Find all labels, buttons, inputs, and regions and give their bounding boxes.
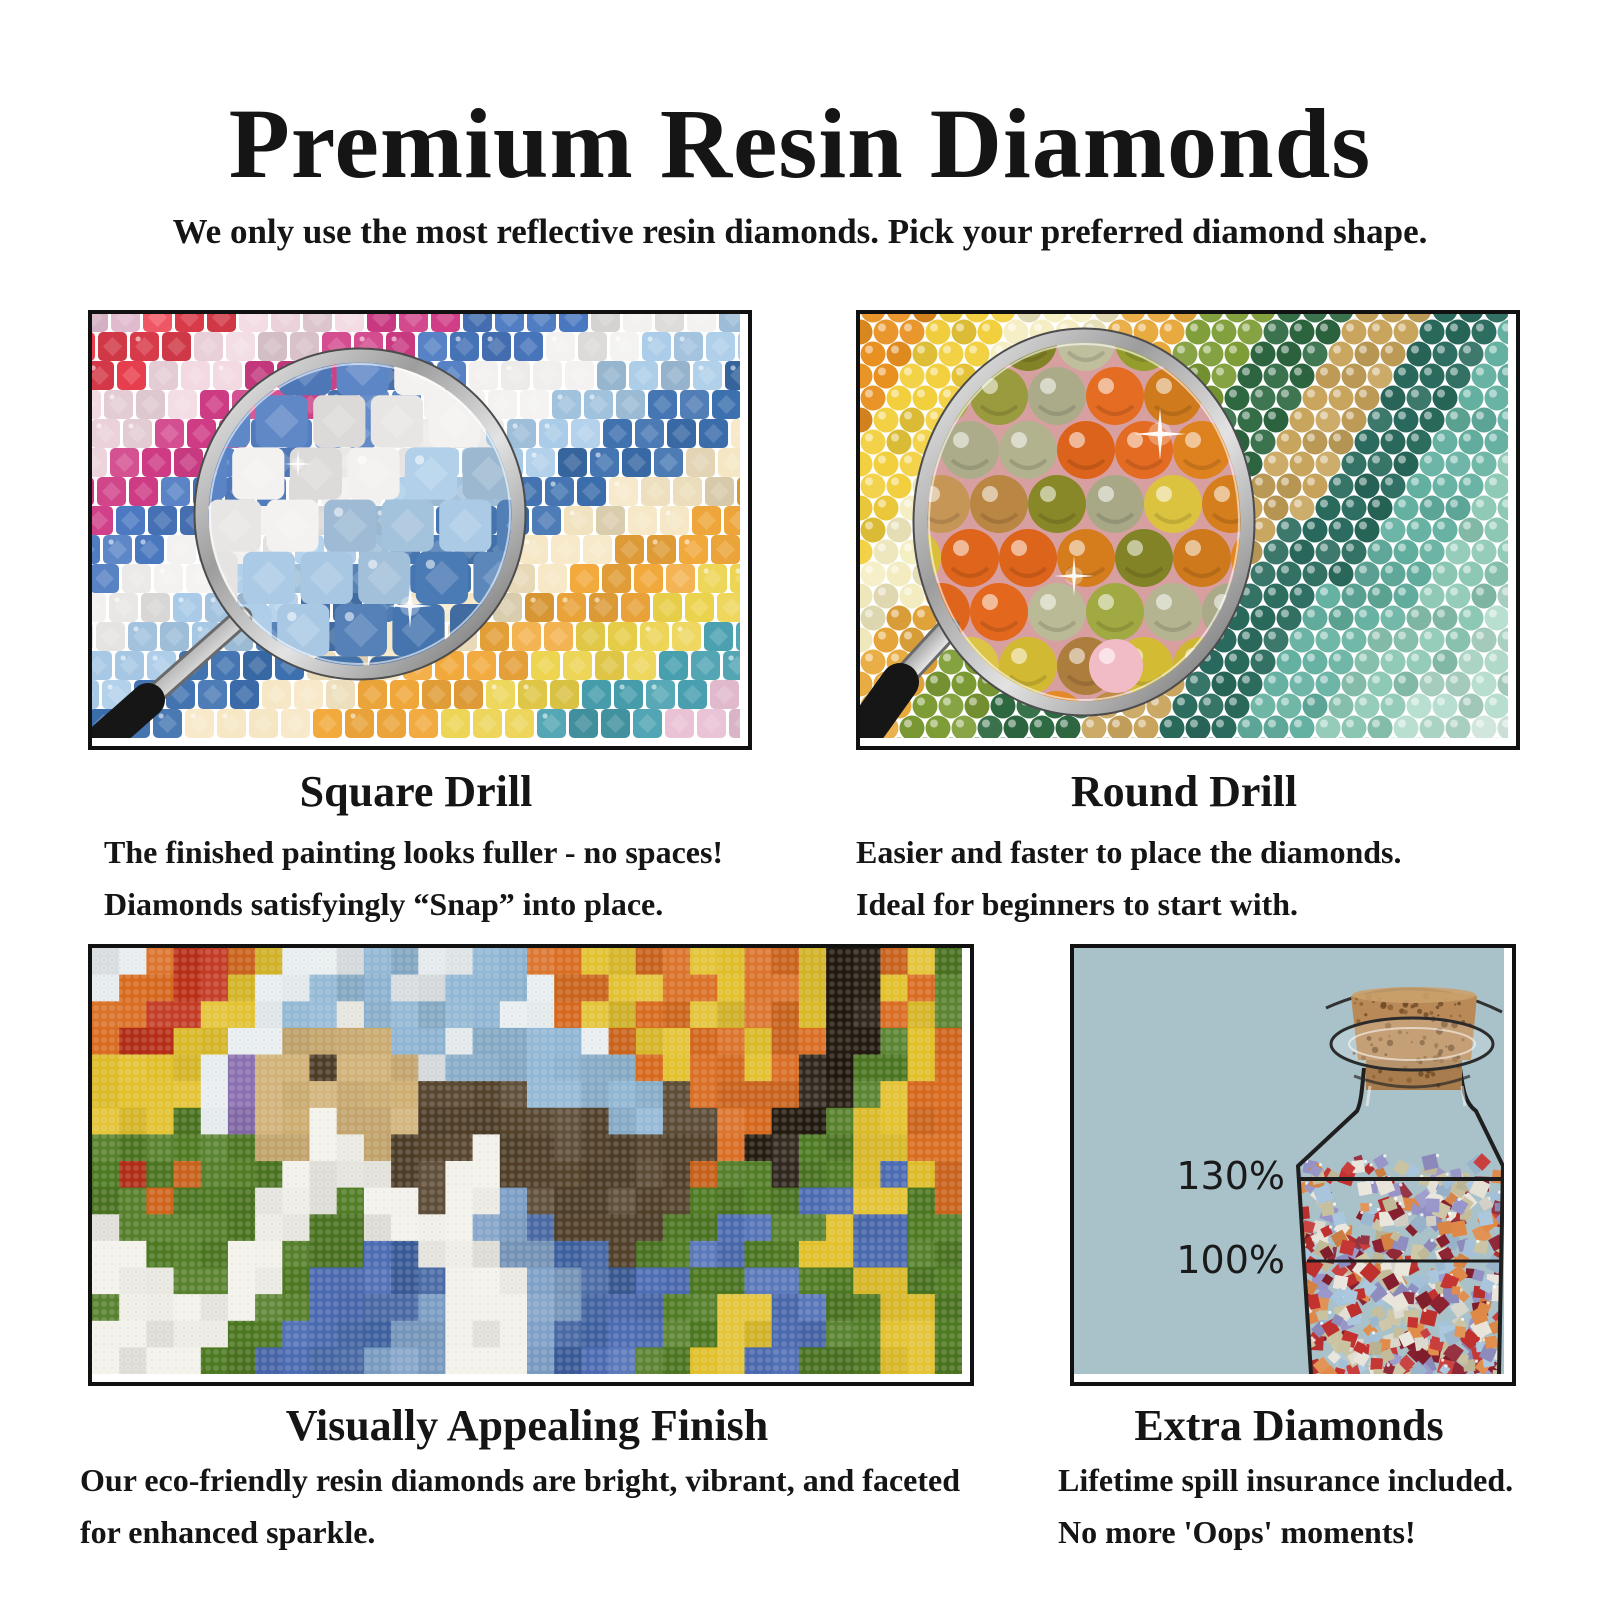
extra-diamonds-line-1: Lifetime spill insurance included. <box>1058 1462 1514 1498</box>
square-drill-heading: Square Drill <box>299 767 533 816</box>
fill-level-130-label: 130% <box>1176 1154 1285 1198</box>
appealing-finish-line-1: Our eco-friendly resin diamonds are bright, vibrant, and faceted <box>80 1462 960 1498</box>
round-drill-line-1: Easier and faster to place the diamonds. <box>856 834 1402 870</box>
round-drill-heading: Round Drill <box>1070 767 1298 816</box>
extra-diamonds-panel <box>1070 944 1516 1386</box>
round-drill-line-2: Ideal for beginners to start with. <box>856 886 1299 922</box>
extra-diamonds-heading: Extra Diamonds <box>1134 1401 1444 1450</box>
extra-diamonds-line-2: No more 'Oops' moments! <box>1058 1514 1416 1550</box>
page-subtitle: We only use the most reflective resin diamonds. Pick your preferred diamond shape. <box>172 212 1428 251</box>
drill-grid-overlay <box>92 948 962 1374</box>
finished-painting-photo <box>88 944 974 1386</box>
page-title: Premium Resin Diamonds <box>228 88 1372 199</box>
square-drill-line-1: The finished painting looks fuller - no spaces! <box>104 834 724 870</box>
appealing-finish-heading: Visually Appealing Finish <box>285 1401 769 1450</box>
square-drill-photo <box>88 310 752 750</box>
round-drill-photo <box>856 310 1520 750</box>
fill-level-100-label: 100% <box>1176 1238 1285 1282</box>
square-drill-line-2: Diamonds satisfyingly “Snap” into place. <box>104 886 664 922</box>
appealing-finish-line-2: for enhanced sparkle. <box>80 1514 376 1550</box>
